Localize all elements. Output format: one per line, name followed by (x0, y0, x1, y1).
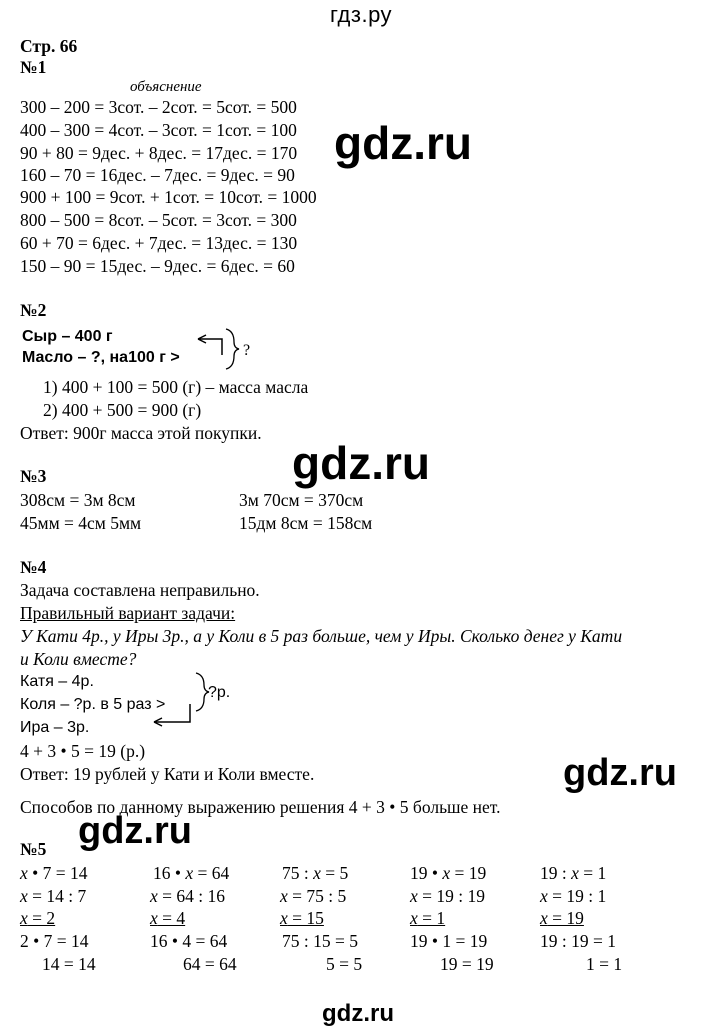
watermark: gdz.ru (78, 810, 192, 852)
task4-scheme-kolya: Коля – ?р. в 5 раз > (20, 696, 166, 713)
task5-check: 5 = 5 (326, 954, 363, 974)
task4-scheme-question: ?р. (208, 684, 231, 701)
watermark: gdz.ru (334, 117, 472, 169)
task1-line: 900 + 100 = 9сот. + 1сот. = 10сот. = 1000 (20, 187, 317, 207)
watermark-bottom: gdz.ru (322, 1000, 394, 1027)
task2-scheme-butter: Масло – ?, на100 г > (22, 349, 180, 366)
task5-check: 1 = 1 (586, 954, 623, 974)
task4-scheme-ira: Ира – 3р. (20, 719, 90, 736)
task5-check: 2 • 7 = 14 (20, 931, 89, 951)
task5-solution: x = 2 (20, 908, 56, 928)
task4-problem: У Кати 4р., у Иры 3р., а у Коли в 5 раз больше, чем у Иры. Сколько денег у Кати (20, 626, 623, 646)
task2-question: ? (243, 342, 251, 359)
task2-step: 1) 400 + 100 = 500 (г) – масса масла (43, 377, 309, 397)
task5-equation: 16 • x = 64 (153, 863, 230, 883)
task5-solution: x = 1 (410, 908, 446, 928)
task4-line: Задача составлена неправильно. (20, 580, 260, 600)
task2-scheme-cheese: Сыр – 400 г (22, 328, 113, 345)
task3-item: 15дм 8см = 158см (239, 513, 373, 533)
task5-check: 64 = 64 (183, 954, 237, 974)
task5-check: 14 = 14 (42, 954, 96, 974)
task4-subheading: Правильный вариант задачи: (20, 603, 236, 623)
task4-scheme-arrow (140, 700, 200, 730)
task3-item: 3м 70см = 370см (239, 490, 364, 510)
task5-check: 75 : 15 = 5 (282, 931, 358, 951)
task3-item: 45мм = 4см 5мм (20, 513, 142, 533)
watermark-top: гдз.ру (330, 2, 393, 27)
task5-equation: x • 7 = 14 (20, 863, 88, 883)
task1-line: 90 + 80 = 9дес. + 8дес. = 17дес. = 170 (20, 143, 298, 163)
task1-note: объяснение (130, 79, 202, 95)
task5-check: 16 • 4 = 64 (150, 931, 228, 951)
task4-scheme-katya: Катя – 4р. (20, 673, 94, 690)
task1-line: 160 – 70 = 16дес. – 7дес. = 9дес. = 90 (20, 165, 295, 185)
task3-item: 308см = 3м 8см (20, 490, 136, 510)
task5-equation: 19 • x = 19 (410, 863, 487, 883)
task5-solution: x = 15 (280, 908, 324, 928)
task5-equation: x = 19 : 19 (410, 886, 486, 906)
task1-line: 150 – 90 = 15дес. – 9дес. = 6дес. = 60 (20, 256, 295, 276)
task5-solution: x = 4 (150, 908, 186, 928)
task1-number: №1 (20, 57, 47, 77)
task2-step: 2) 400 + 500 = 900 (г) (43, 400, 202, 420)
task1-line: 300 – 200 = 3сот. – 2сот. = 5сот. = 500 (20, 97, 297, 117)
task5-check: 19 : 19 = 1 (540, 931, 616, 951)
task5-equation: 19 : x = 1 (540, 863, 607, 883)
task4-answer: Ответ: 19 рублей у Кати и Коли вместе. (20, 764, 315, 784)
task5-number: №5 (20, 839, 47, 859)
watermark: gdz.ru (563, 752, 677, 794)
task2-number: №2 (20, 300, 47, 320)
task5-equation: x = 75 : 5 (280, 886, 347, 906)
task5-equation: 75 : x = 5 (282, 863, 349, 883)
task5-check: 19 • 1 = 19 (410, 931, 488, 951)
task4-problem: и Коли вместе? (20, 649, 137, 669)
task4-calc: 4 + 3 • 5 = 19 (р.) (20, 741, 146, 761)
task5-equation: x = 19 : 1 (540, 886, 607, 906)
task5-equation: x = 64 : 16 (150, 886, 226, 906)
task4-note: Способов по данному выражению решения 4 + 3 • 5 больше нет. (20, 797, 501, 817)
task5-equation: x = 14 : 7 (20, 886, 87, 906)
task1-line: 60 + 70 = 6дес. + 7дес. = 13дес. = 130 (20, 233, 298, 253)
task5-solution: x = 19 (540, 908, 584, 928)
task1-line: 400 – 300 = 4сот. – 3сот. = 1сот. = 100 (20, 120, 297, 140)
task4-number: №4 (20, 557, 47, 577)
task3-number: №3 (20, 466, 47, 486)
task1-line: 800 – 500 = 8сот. – 5сот. = 3сот. = 300 (20, 210, 297, 230)
task5-check: 19 = 19 (440, 954, 494, 974)
task2-scheme-arrow (186, 322, 266, 372)
task2-answer: Ответ: 900г масса этой покупки. (20, 423, 262, 443)
watermark: gdz.ru (292, 437, 430, 489)
page-title: Стр. 66 (20, 36, 78, 56)
